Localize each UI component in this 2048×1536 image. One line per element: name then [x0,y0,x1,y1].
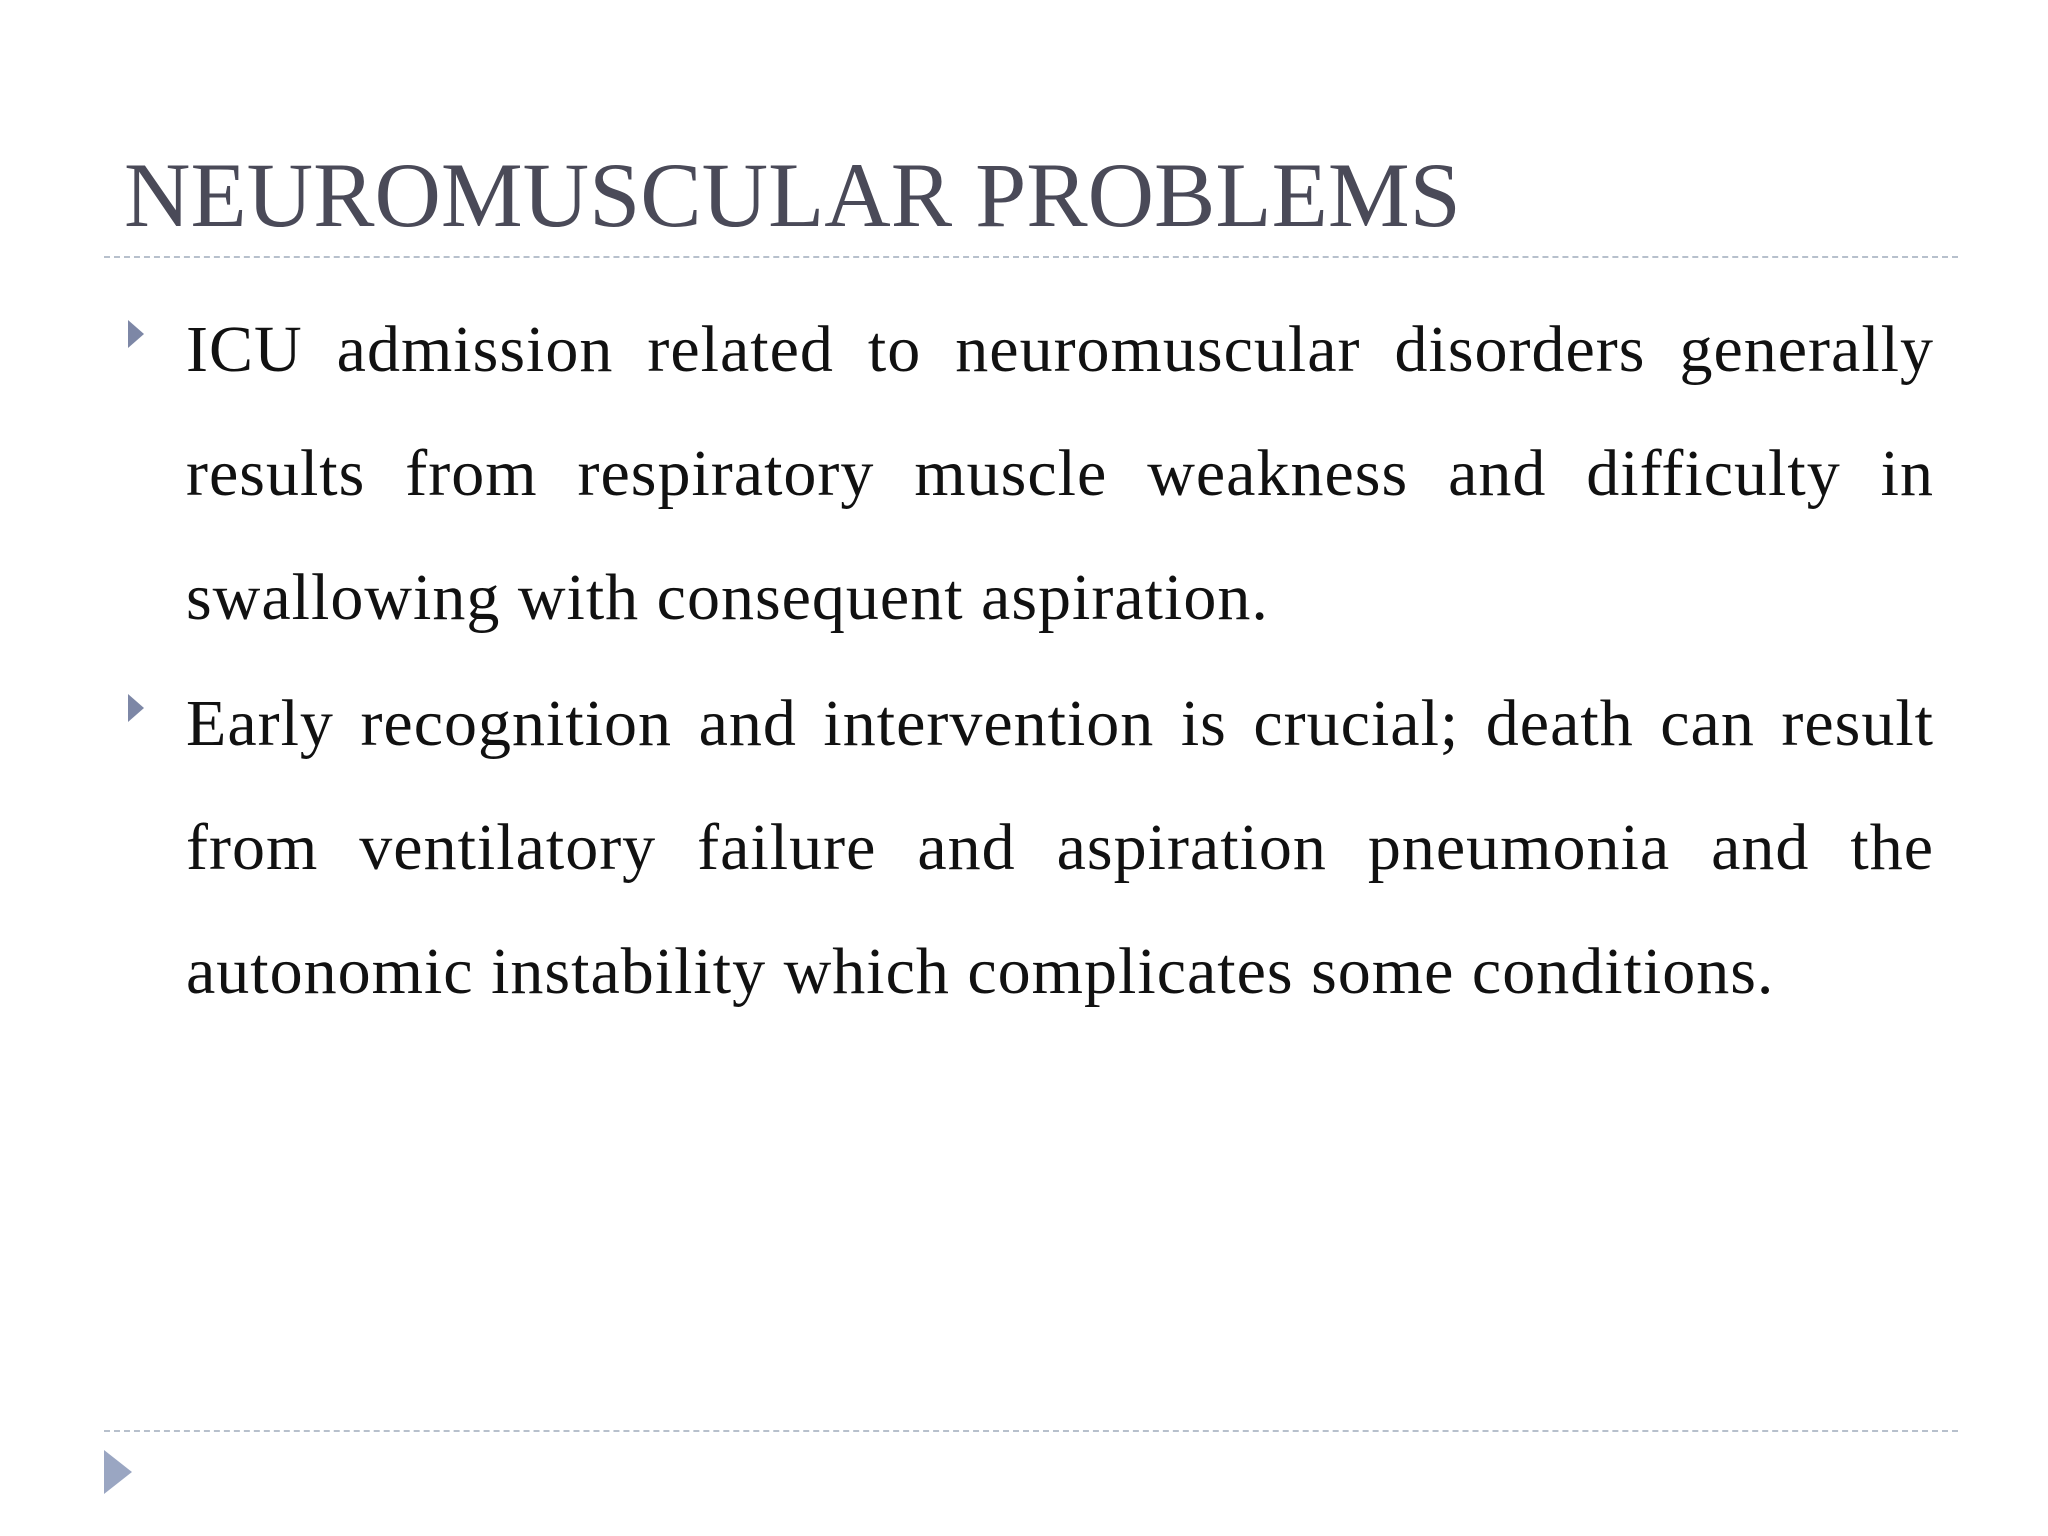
bullet-item [124,288,1934,660]
bullet-text: ICU admission related to neuromuscular disorders generally results from respiratory muscle weakness and difficulty in swallowing with consequent aspiration. [186,313,1934,634]
play-arrow-icon[interactable] [104,1450,132,1494]
bullet-item [124,662,1934,1034]
triangle-bullet-icon [128,694,144,722]
footer-divider [104,1430,1958,1432]
triangle-bullet-icon [128,320,144,348]
bullet-list [124,310,1934,1058]
bullet-text: Early recognition and intervention is crucial; death can result from ventilatory failure and aspiration pneumonia and the autonomic instability which complicates some conditions. [186,687,1934,1008]
title-divider [104,256,1958,258]
slide-title: NEUROMUSCULAR PROBLEMS [124,144,1461,246]
